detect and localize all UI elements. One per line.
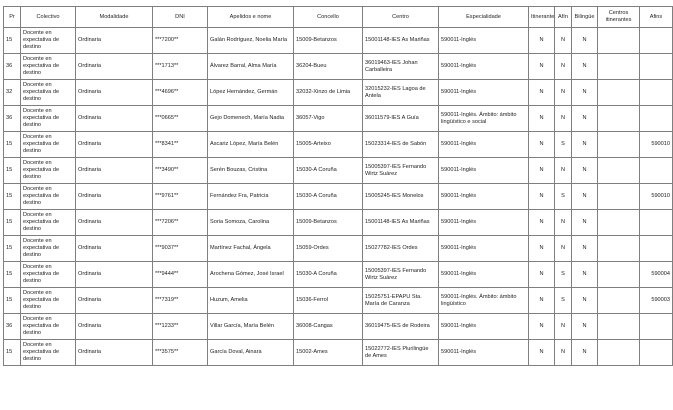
header-colectivo: Colectivo [21, 7, 76, 28]
table-body [4, 28, 673, 366]
cell-afin: N [555, 28, 572, 54]
cell-concello: 15030-A Coruña [294, 262, 363, 288]
cell-itinerante: N [529, 28, 555, 54]
header-pr: Pr [4, 7, 21, 28]
cell-centro: 15005397-IES Fernando Wirtz Suárez [363, 158, 439, 184]
cell-itinerante: N [529, 262, 555, 288]
table-row [4, 314, 673, 340]
cell-colectivo: Docente en expectativa de destino [21, 158, 76, 184]
assignments-sheet [3, 6, 670, 366]
cell-colectivo: Docente en expectativa de destino [21, 132, 76, 158]
cell-especialidade: 590011-Inglés [439, 340, 529, 366]
cell-afins: 590003 [640, 288, 673, 314]
header-concello: Concello [294, 7, 363, 28]
cell-concello: 32032-Xinzo de Limia [294, 80, 363, 106]
header-afins: Afins [640, 7, 673, 28]
cell-bilingue: N [572, 106, 598, 132]
cell-nome: Serén Bouzas, Cristina [208, 158, 294, 184]
cell-colectivo: Docente en expectativa de destino [21, 80, 76, 106]
cell-modalidade: Ordinaria [76, 132, 153, 158]
cell-especialidade: 590011-Inglés [439, 28, 529, 54]
cell-concello: 15030-A Coruña [294, 184, 363, 210]
cell-nome: Ascariz López, María Belén [208, 132, 294, 158]
cell-dni: ***7200** [153, 28, 208, 54]
cell-concello: 15005-Arteixo [294, 132, 363, 158]
cell-modalidade: Ordinaria [76, 262, 153, 288]
cell-colectivo: Docente en expectativa de destino [21, 262, 76, 288]
cell-dni: ***4696** [153, 80, 208, 106]
cell-dni: ***8341** [153, 132, 208, 158]
cell-dni: ***1233** [153, 314, 208, 340]
cell-afins [640, 236, 673, 262]
cell-modalidade: Ordinaria [76, 236, 153, 262]
cell-concello: 15059-Ordes [294, 236, 363, 262]
cell-afin: S [555, 132, 572, 158]
cell-modalidade: Ordinaria [76, 210, 153, 236]
table-row [4, 106, 673, 132]
header-afin: Afín [555, 7, 572, 28]
header-centros-itinerantes: Centros itinerantes [598, 7, 640, 28]
cell-bilingue: N [572, 28, 598, 54]
cell-dni: ***7206** [153, 210, 208, 236]
cell-modalidade: Ordinaria [76, 158, 153, 184]
cell-nome: García Doval, Ainara [208, 340, 294, 366]
cell-pr: 15 [4, 28, 21, 54]
cell-concello: 15009-Betanzos [294, 28, 363, 54]
table-row [4, 28, 673, 54]
cell-centros-itinerantes [598, 158, 640, 184]
header-itinerante: Itinerante [529, 7, 555, 28]
cell-pr: 15 [4, 158, 21, 184]
cell-afins [640, 340, 673, 366]
table-row [4, 158, 673, 184]
cell-especialidade: 590011-Inglés [439, 158, 529, 184]
cell-colectivo: Docente en expectativa de destino [21, 210, 76, 236]
cell-afins [640, 158, 673, 184]
cell-afin: N [555, 54, 572, 80]
cell-centros-itinerantes [598, 106, 640, 132]
cell-pr: 36 [4, 106, 21, 132]
cell-dni: ***9444** [153, 262, 208, 288]
cell-bilingue: N [572, 236, 598, 262]
cell-centro: 15001148-IES As Mariñas [363, 28, 439, 54]
cell-itinerante: N [529, 158, 555, 184]
cell-especialidade: 590011-Inglés [439, 314, 529, 340]
cell-nome: Martínez Fachal, Ángela [208, 236, 294, 262]
table-row [4, 80, 673, 106]
cell-bilingue: N [572, 54, 598, 80]
cell-dni: ***9037** [153, 236, 208, 262]
cell-itinerante: N [529, 132, 555, 158]
cell-dni: ***3575** [153, 340, 208, 366]
header-bilingue: Bilingüe [572, 7, 598, 28]
cell-centros-itinerantes [598, 314, 640, 340]
cell-bilingue: N [572, 132, 598, 158]
cell-colectivo: Docente en expectativa de destino [21, 184, 76, 210]
assignments-table [3, 6, 673, 366]
cell-centros-itinerantes [598, 262, 640, 288]
cell-especialidade: 590011-Inglés [439, 54, 529, 80]
cell-especialidade: 590011-Inglés [439, 80, 529, 106]
cell-colectivo: Docente en expectativa de destino [21, 314, 76, 340]
cell-afin: N [555, 236, 572, 262]
cell-nome: Soria Somoza, Carolina [208, 210, 294, 236]
table-row [4, 288, 673, 314]
cell-modalidade: Ordinaria [76, 340, 153, 366]
cell-nome: Arochena Gómez, José Israel [208, 262, 294, 288]
cell-pr: 36 [4, 54, 21, 80]
cell-modalidade: Ordinaria [76, 80, 153, 106]
cell-pr: 36 [4, 314, 21, 340]
cell-centro: 36011579-IES A Guía [363, 106, 439, 132]
cell-bilingue: N [572, 262, 598, 288]
table-row [4, 340, 673, 366]
cell-pr: 15 [4, 210, 21, 236]
cell-concello: 15030-A Coruña [294, 158, 363, 184]
cell-itinerante: N [529, 184, 555, 210]
cell-bilingue: N [572, 340, 598, 366]
cell-especialidade: 590011-Inglés [439, 236, 529, 262]
cell-colectivo: Docente en expectativa de destino [21, 106, 76, 132]
cell-centro: 15005245-IES Monelos [363, 184, 439, 210]
cell-modalidade: Ordinaria [76, 106, 153, 132]
cell-dni: ***3490** [153, 158, 208, 184]
cell-dni: ***1713** [153, 54, 208, 80]
cell-itinerante: N [529, 288, 555, 314]
cell-afins [640, 28, 673, 54]
cell-afins [640, 80, 673, 106]
cell-concello: 15002-Ames [294, 340, 363, 366]
cell-centro: 15001148-IES As Mariñas [363, 210, 439, 236]
cell-centros-itinerantes [598, 28, 640, 54]
cell-itinerante: N [529, 236, 555, 262]
cell-itinerante: N [529, 210, 555, 236]
cell-nome: Villar García, María Belén [208, 314, 294, 340]
cell-colectivo: Docente en expectativa de destino [21, 236, 76, 262]
cell-modalidade: Ordinaria [76, 314, 153, 340]
cell-centros-itinerantes [598, 210, 640, 236]
cell-centros-itinerantes [598, 80, 640, 106]
cell-afins [640, 314, 673, 340]
table-row [4, 184, 673, 210]
header-apelidos: Apelidos e nome [208, 7, 294, 28]
cell-afin: N [555, 158, 572, 184]
cell-nome: Gejo Domenech, María Nadia [208, 106, 294, 132]
cell-centros-itinerantes [598, 340, 640, 366]
cell-colectivo: Docente en expectativa de destino [21, 54, 76, 80]
table-row [4, 236, 673, 262]
table-row [4, 262, 673, 288]
cell-modalidade: Ordinaria [76, 28, 153, 54]
cell-concello: 36204-Bueu [294, 54, 363, 80]
cell-centros-itinerantes [598, 288, 640, 314]
cell-colectivo: Docente en expectativa de destino [21, 28, 76, 54]
cell-modalidade: Ordinaria [76, 288, 153, 314]
cell-afin: N [555, 314, 572, 340]
cell-modalidade: Ordinaria [76, 184, 153, 210]
table-row [4, 54, 673, 80]
cell-especialidade: 590011-Inglés [439, 132, 529, 158]
cell-dni: ***0665** [153, 106, 208, 132]
cell-colectivo: Docente en expectativa de destino [21, 340, 76, 366]
cell-concello: 36057-Vigo [294, 106, 363, 132]
cell-concello: 15009-Betanzos [294, 210, 363, 236]
cell-nome: López Hernández, Germán [208, 80, 294, 106]
cell-colectivo: Docente en expectativa de destino [21, 288, 76, 314]
cell-bilingue: N [572, 210, 598, 236]
cell-centro: 36019463-IES Johan Carballeira [363, 54, 439, 80]
cell-afins [640, 210, 673, 236]
cell-nome: Huzum, Amelia [208, 288, 294, 314]
cell-afins: 590004 [640, 262, 673, 288]
cell-afin: N [555, 80, 572, 106]
cell-itinerante: N [529, 80, 555, 106]
cell-centros-itinerantes [598, 236, 640, 262]
cell-nome: Álvarez Barral, Alma María [208, 54, 294, 80]
cell-centro: 36019475-IES de Rodeira [363, 314, 439, 340]
cell-itinerante: N [529, 54, 555, 80]
cell-pr: 15 [4, 340, 21, 366]
cell-afin: N [555, 340, 572, 366]
cell-afins: 590010 [640, 132, 673, 158]
cell-afins: 590010 [640, 184, 673, 210]
cell-afins [640, 106, 673, 132]
cell-pr: 32 [4, 80, 21, 106]
cell-bilingue: N [572, 314, 598, 340]
cell-dni: ***9761** [153, 184, 208, 210]
cell-especialidade: 590011-Inglés [439, 210, 529, 236]
table-row [4, 210, 673, 236]
cell-especialidade: 590011-Inglés. Ámbito: ámbito lingüístico e social [439, 106, 529, 132]
cell-nome: Galán Rodríguez, Noelia María [208, 28, 294, 54]
cell-itinerante: N [529, 106, 555, 132]
cell-centros-itinerantes [598, 54, 640, 80]
cell-centro: 15023314-IES de Sabón [363, 132, 439, 158]
cell-bilingue: N [572, 158, 598, 184]
cell-centros-itinerantes [598, 184, 640, 210]
header-modalidade: Modalidade [76, 7, 153, 28]
cell-dni: ***7319** [153, 288, 208, 314]
cell-itinerante: N [529, 340, 555, 366]
cell-pr: 15 [4, 184, 21, 210]
header-especialidade: Especialidade [439, 7, 529, 28]
cell-centro: 15005397-IES Fernando Wirtz Suárez [363, 262, 439, 288]
cell-nome: Fernández Fra, Patricia [208, 184, 294, 210]
table-row [4, 132, 673, 158]
cell-pr: 15 [4, 288, 21, 314]
cell-afin: N [555, 210, 572, 236]
cell-pr: 15 [4, 262, 21, 288]
cell-centro: 32015232-IES Lagoa de Antela [363, 80, 439, 106]
cell-centros-itinerantes [598, 132, 640, 158]
cell-pr: 15 [4, 236, 21, 262]
cell-centro: 15025751-EPAPU Sta. María de Caranza [363, 288, 439, 314]
cell-bilingue: N [572, 288, 598, 314]
cell-especialidade: 590011-Inglés [439, 262, 529, 288]
cell-centro: 15022772-IES Plurilingüe de Ames [363, 340, 439, 366]
cell-afin: S [555, 288, 572, 314]
cell-itinerante: N [529, 314, 555, 340]
cell-bilingue: N [572, 80, 598, 106]
header-centro: Centro [363, 7, 439, 28]
header-dni: DNI [153, 7, 208, 28]
cell-especialidade: 590011-Inglés. Ámbito: ámbito lingüístico [439, 288, 529, 314]
cell-afin: S [555, 184, 572, 210]
cell-modalidade: Ordinaria [76, 54, 153, 80]
cell-afin: N [555, 106, 572, 132]
table-header-row [4, 7, 673, 28]
cell-afins [640, 54, 673, 80]
cell-pr: 15 [4, 132, 21, 158]
cell-concello: 15036-Ferrol [294, 288, 363, 314]
cell-concello: 36008-Cangas [294, 314, 363, 340]
cell-bilingue: N [572, 184, 598, 210]
cell-centro: 15027782-IES Ordes [363, 236, 439, 262]
cell-afin: S [555, 262, 572, 288]
cell-especialidade: 590011-Inglés [439, 184, 529, 210]
